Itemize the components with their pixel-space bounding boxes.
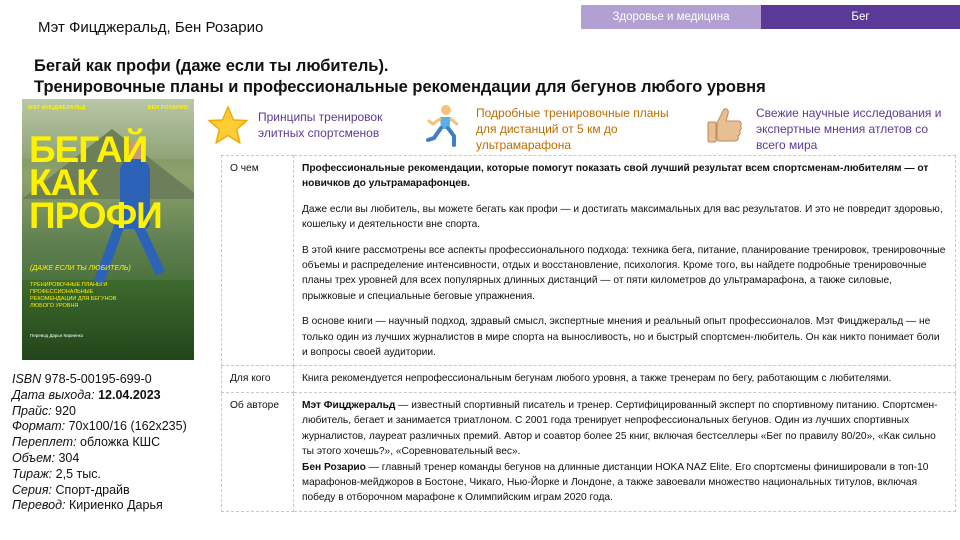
author-bio: Бен Розарио — главный тренер команды бегунов на длинные дистанции HOKA NAZ Elite. Его спортсмены финишировали в топ-10 марафонов-мейджоров в Бостоне, Чикаго, Нью-Йорке и Лондоне, а также завоевали множество национальных титулов, включая победу в отборочном марафоне к Олимпийским играм 2020 года. bbox=[302, 461, 929, 504]
table-row-audience bbox=[222, 366, 956, 392]
table-row-authors bbox=[222, 392, 956, 511]
tag-running[interactable]: Бег bbox=[761, 5, 960, 29]
book-title-line2: Тренировочные планы и профессиональные рекомендации для бегунов любого уровня bbox=[34, 78, 766, 96]
about-paragraph: В основе книги — научный подход, здравый смысл, экспертные мнения и реальный опыт профессионалов. Мэт Фицджеральд — не только один из лучших журналистов в мире спорта на выносливость, но и быстрый спортсмен-любитель. Он как никто понимает боли и вопросы своей аудитории. bbox=[302, 316, 940, 359]
row-label: Об авторе bbox=[222, 392, 294, 511]
tag-health-medicine[interactable]: Здоровье и медицина bbox=[581, 5, 761, 29]
meta-print-run: Тираж: 2,5 тыс. bbox=[12, 466, 101, 481]
cover-description: ТРЕНИРОВОЧНЫЕ ПЛАНЫ И ПРОФЕССИОНАЛЬНЫЕ РЕКОМЕНДАЦИИ ДЛЯ БЕГУНОВ ЛЮБОГО УРОВНЯ bbox=[30, 282, 117, 309]
about-lead: Профессиональные рекомендации, которые помогут показать свой лучший результат всем спортсменам-любителям — от новичков до ультрамарафонцев. bbox=[302, 163, 929, 190]
cover-title: БЕГАЙ КАК ПРОФИ bbox=[29, 129, 162, 236]
feature-text: Принципы тренировок элитных спортсменов bbox=[258, 110, 383, 140]
feature-research bbox=[702, 104, 951, 153]
about-paragraph: В этой книге рассмотрены все аспекты профессионального подхода: техника бега, питание, планирование тренировок, тренировочные объемы и распределение интенсивности, отдых и восстановление, психология. Кроме того, вы найдете подробные тренировочные планы трех уровней для всех популярных длинных дистанций — от пяти километров до ультрамарафона, а также силовые, прыжковые и специальные беговые упражнения. bbox=[302, 244, 946, 302]
meta-release-date: Дата выхода: 12.04.2023 bbox=[12, 387, 161, 402]
thumbs-up-icon bbox=[702, 104, 746, 148]
cover-author-1: МЭТ ФИЦДЖЕРАЛЬД bbox=[28, 105, 86, 111]
row-value bbox=[294, 156, 956, 366]
book-title-line1: Бегай как профи (даже если ты любитель). bbox=[34, 57, 389, 75]
cover-subtitle: (ДАЖЕ ЕСЛИ ТЫ ЛЮБИТЕЛЬ) bbox=[30, 265, 131, 272]
meta-format: Формат: 70х100/16 (162х235) bbox=[12, 419, 187, 434]
meta-translation: Перевод: Кириенко Дарья bbox=[12, 498, 163, 513]
book-info-table bbox=[221, 155, 956, 512]
book-title bbox=[34, 56, 766, 98]
feature-training-plans bbox=[422, 104, 681, 153]
cover-author-2: БЕН РОЗАРИО bbox=[147, 105, 188, 111]
meta-volume: Объем: 304 bbox=[12, 450, 80, 465]
feature-text: Подробные тренировочные планы для дистанций от 5 км до ультрамарафона bbox=[476, 106, 669, 152]
author-bio: Мэт Фицджеральд — известный спортивный писатель и тренер. Сертифицированный эксперт по спортивному питанию. Спортсмен-любитель, бегает и занимается триатлоном. С 2001 года тренирует непрофессиональных бегунов. Один из лучших спортивных журналистов, лауреат различных премий. Автор и соавтор более 25 книг, включая бестселлеры «Бег по правилу 80/20», «Как сильно ты этого хочешь?», «Соревновательный вес». bbox=[302, 399, 938, 458]
book-metadata bbox=[12, 372, 187, 514]
feature-elite-principles bbox=[206, 104, 408, 148]
meta-isbn: ISBN 978-5-00195-699-0 bbox=[12, 372, 152, 386]
cover-translator: Перевод Дарья Кириенко bbox=[30, 333, 84, 338]
meta-binding: Переплет: обложка КШС bbox=[12, 435, 161, 450]
row-label: Для кого bbox=[222, 366, 294, 392]
about-paragraph: Даже если вы любитель, вы можете бегать как профи — и достигать максимальных для вас результатов. И это не повредит здоровью, кошельку и деятельности вне спорта. bbox=[302, 203, 943, 231]
book-authors: Мэт Фицджеральд, Бен Розарио bbox=[38, 19, 264, 36]
row-value bbox=[294, 392, 956, 511]
runner-icon bbox=[422, 104, 466, 148]
row-value: Книга рекомендуется непрофессиональным бегунам любого уровня, а также тренерам по бегу, работающим с любителями. bbox=[294, 366, 956, 392]
category-tags bbox=[581, 5, 960, 29]
meta-price: Прайс: 920 bbox=[12, 403, 76, 418]
book-cover bbox=[22, 99, 194, 360]
meta-series: Серия: Спорт-драйв bbox=[12, 482, 130, 497]
star-icon bbox=[206, 104, 250, 148]
feature-text: Свежие научные исследования и экспертные мнения атлетов со всего мира bbox=[756, 106, 942, 152]
row-label: О чем bbox=[222, 156, 294, 366]
table-row-about bbox=[222, 156, 956, 366]
